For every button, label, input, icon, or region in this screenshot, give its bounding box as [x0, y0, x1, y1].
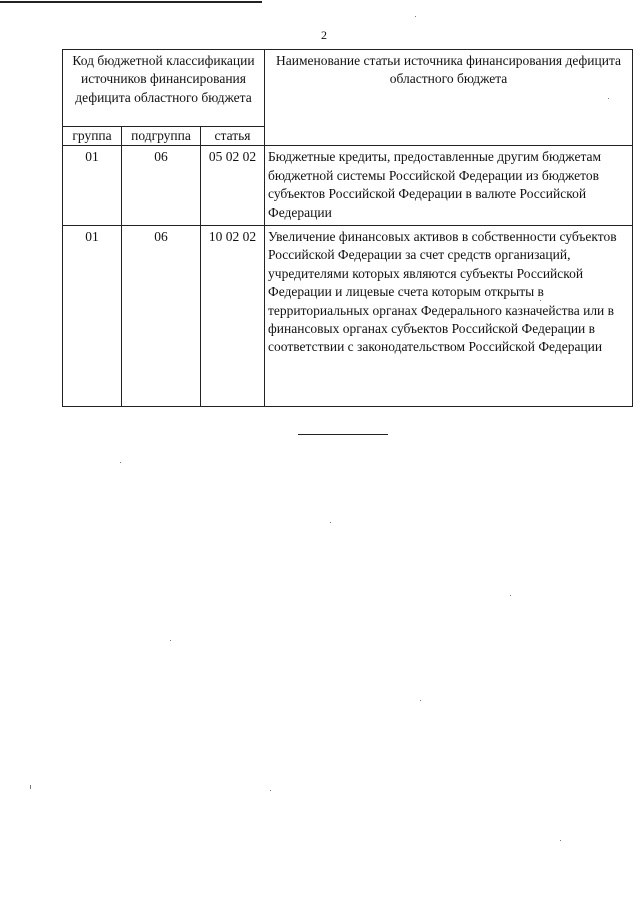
scan-speck: [330, 522, 331, 523]
article-cell: 10 02 02: [201, 226, 265, 407]
page-number: 2: [321, 28, 327, 42]
group-cell: 01: [63, 146, 122, 226]
scan-speck: [170, 640, 171, 641]
table-header-row: [63, 50, 633, 127]
subgroup-subheader: подгруппа: [122, 127, 201, 146]
table-row: [63, 226, 633, 407]
scan-speck: [120, 462, 121, 463]
scan-speck: [30, 785, 31, 789]
name-column-header: Наименование статьи источника финансирования дефицита областного бюджета: [265, 50, 633, 146]
subgroup-cell: 06: [122, 226, 201, 407]
article-subheader: статья: [201, 127, 265, 146]
group-cell: 01: [63, 226, 122, 407]
subgroup-cell: 06: [122, 146, 201, 226]
scan-speck: [560, 840, 561, 841]
budget-classification-table: [62, 49, 633, 407]
table-row: [63, 146, 633, 226]
scan-speck: [540, 300, 541, 301]
scan-speck: [415, 16, 416, 17]
item-name-cell: Увеличение финансовых активов в собственности субъектов Российской Федерации за счет средств организаций, учредителями которых являются субъекты Российской Федерации и лицевые счета которым открыты в территориальных органах Федерального казначейства или в финансовых органах субъектов Российской Федерации в соответствии с законодательством Российской Федерации: [265, 226, 633, 407]
top-border-line: [0, 1, 262, 3]
scan-speck: [510, 595, 511, 596]
group-subheader: группа: [63, 127, 122, 146]
article-cell: 05 02 02: [201, 146, 265, 226]
scan-speck: [270, 790, 271, 791]
scan-speck: [608, 98, 609, 99]
scan-speck: [420, 700, 421, 701]
item-name-cell: Бюджетные кредиты, предоставленные другим бюджетам бюджетной системы Российской Федерации из бюджетов субъектов Российской Федерации в валюте Российской Федерации: [265, 146, 633, 226]
end-separator-line: [298, 434, 388, 435]
code-column-header: Код бюджетной классификации источников финансирования дефицита областного бюджета: [63, 50, 265, 127]
